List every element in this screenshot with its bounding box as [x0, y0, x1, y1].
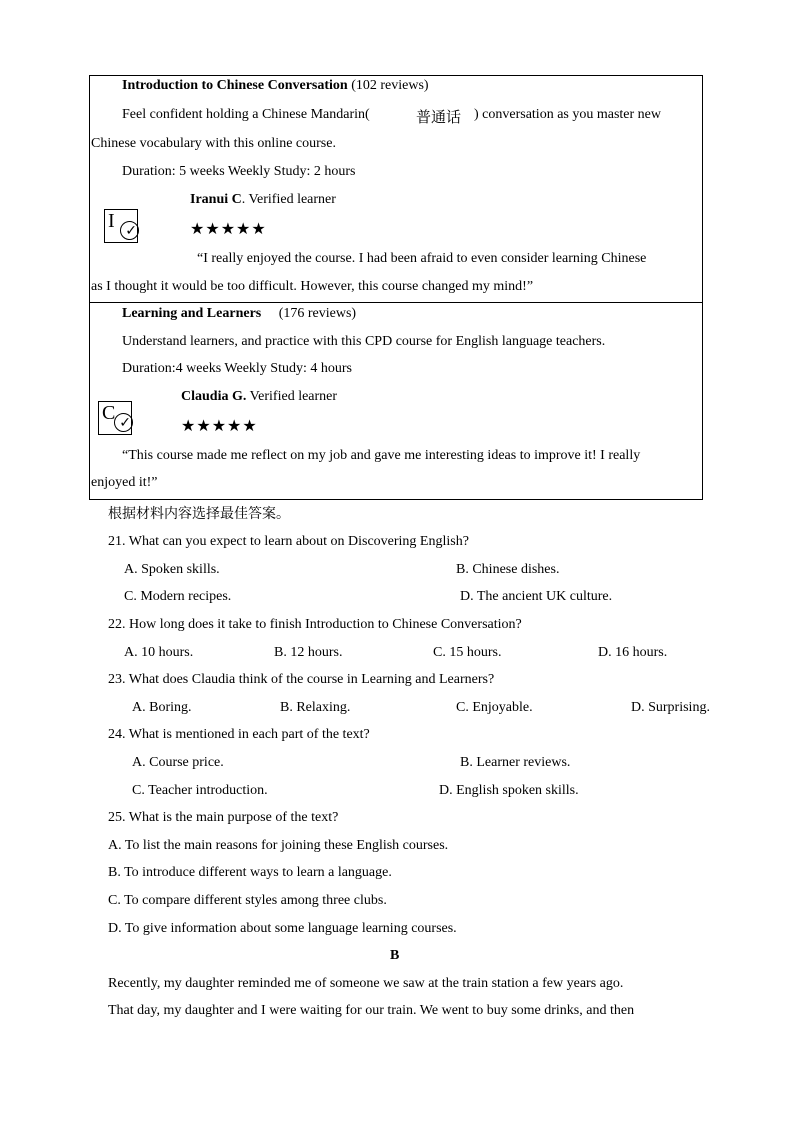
rating-stars: ★★★★★ [181, 416, 258, 435]
description-line-2: Chinese vocabulary with this online course. [91, 136, 336, 151]
course-title-row [122, 306, 356, 322]
option-d: D. Surprising. [631, 700, 710, 715]
question-21: 21. What can you expect to learn about on Discovering English? [108, 534, 469, 549]
option-b: B. To introduce different ways to learn a language. [108, 865, 392, 880]
review-count: (102 reviews) [351, 78, 429, 93]
option-c: C. To compare different styles among three clubs. [108, 893, 387, 908]
instruction: 根据材料内容选择最佳答案。 [108, 506, 290, 522]
option-b: B. Learner reviews. [460, 755, 571, 770]
passage-line-1: Recently, my daughter reminded me of someone we saw at the train station a few years ago. [108, 976, 624, 991]
review-quote-line-2: enjoyed it!” [91, 475, 158, 490]
reviewer [190, 192, 336, 208]
option-c: C. Modern recipes. [124, 589, 232, 604]
review-count: (176 reviews) [278, 306, 357, 321]
option-c: C. Teacher introduction. [132, 783, 268, 798]
reviewer-tag: . Verified learner [241, 192, 336, 207]
option-c: C. 15 hours. [433, 645, 502, 660]
course-title: Introduction to Chinese Conversation [122, 78, 348, 93]
option-b: B. Chinese dishes. [456, 562, 560, 577]
option-b: B. 12 hours. [274, 645, 343, 660]
option-b: B. Relaxing. [280, 700, 351, 715]
verified-learner-icon: C ✓ [98, 401, 132, 435]
verified-learner-icon: I ✓ [104, 209, 138, 243]
reviewer-name: Iranui C [190, 192, 242, 207]
option-a: A. Spoken skills. [124, 562, 220, 577]
question-24: 24. What is mentioned in each part of the text? [108, 727, 370, 742]
review-quote-line-1: “This course made me reflect on my job and gave me interesting ideas to improve it! I really [122, 448, 641, 463]
course-title: Learning and Learners [122, 306, 262, 321]
option-a: A. Boring. [132, 700, 192, 715]
question-22: 22. How long does it take to finish Introduction to Chinese Conversation? [108, 617, 522, 632]
option-c: C. Enjoyable. [456, 700, 533, 715]
reviewer-name: Claudia G. [181, 389, 247, 404]
passage-line-2: That day, my daughter and I were waiting for our train. We went to buy some drinks, and then [108, 1003, 635, 1018]
reviewer-tag: Verified learner [246, 389, 338, 404]
section-heading: B [390, 948, 400, 963]
review-quote-line-2: as I thought it would be too difficult. However, this course changed my mind!” [91, 279, 534, 294]
course-duration: Duration:4 weeks Weekly Study: 4 hours [122, 361, 352, 376]
description-text-end: ) conversation as you master new [474, 107, 661, 122]
option-d: D. To give information about some language learning courses. [108, 921, 457, 936]
option-a: A. To list the main reasons for joining these English courses. [108, 838, 449, 853]
rating-stars: ★★★★★ [190, 219, 267, 238]
review-quote-line-1: “I really enjoyed the course. I had been afraid to even consider learning Chinese [197, 251, 647, 266]
question-25: 25. What is the main purpose of the text? [108, 810, 339, 825]
course-title-row [122, 78, 429, 94]
option-d: D. 16 hours. [598, 645, 668, 660]
course-duration: Duration: 5 weeks Weekly Study: 2 hours [122, 164, 356, 179]
option-d: D. The ancient UK culture. [460, 589, 613, 604]
question-23: 23. What does Claudia think of the course in Learning and Learners? [108, 672, 495, 687]
option-a: A. 10 hours. [124, 645, 194, 660]
description-text: Feel confident holding a Chinese Mandarin( [122, 107, 370, 122]
option-d: D. English spoken skills. [439, 783, 579, 798]
option-a: A. Course price. [132, 755, 224, 770]
course-description: Understand learners, and practice with this CPD course for English language teachers. [122, 334, 606, 349]
chinese-term: 普通话 [416, 108, 462, 126]
reviewer [181, 389, 337, 405]
